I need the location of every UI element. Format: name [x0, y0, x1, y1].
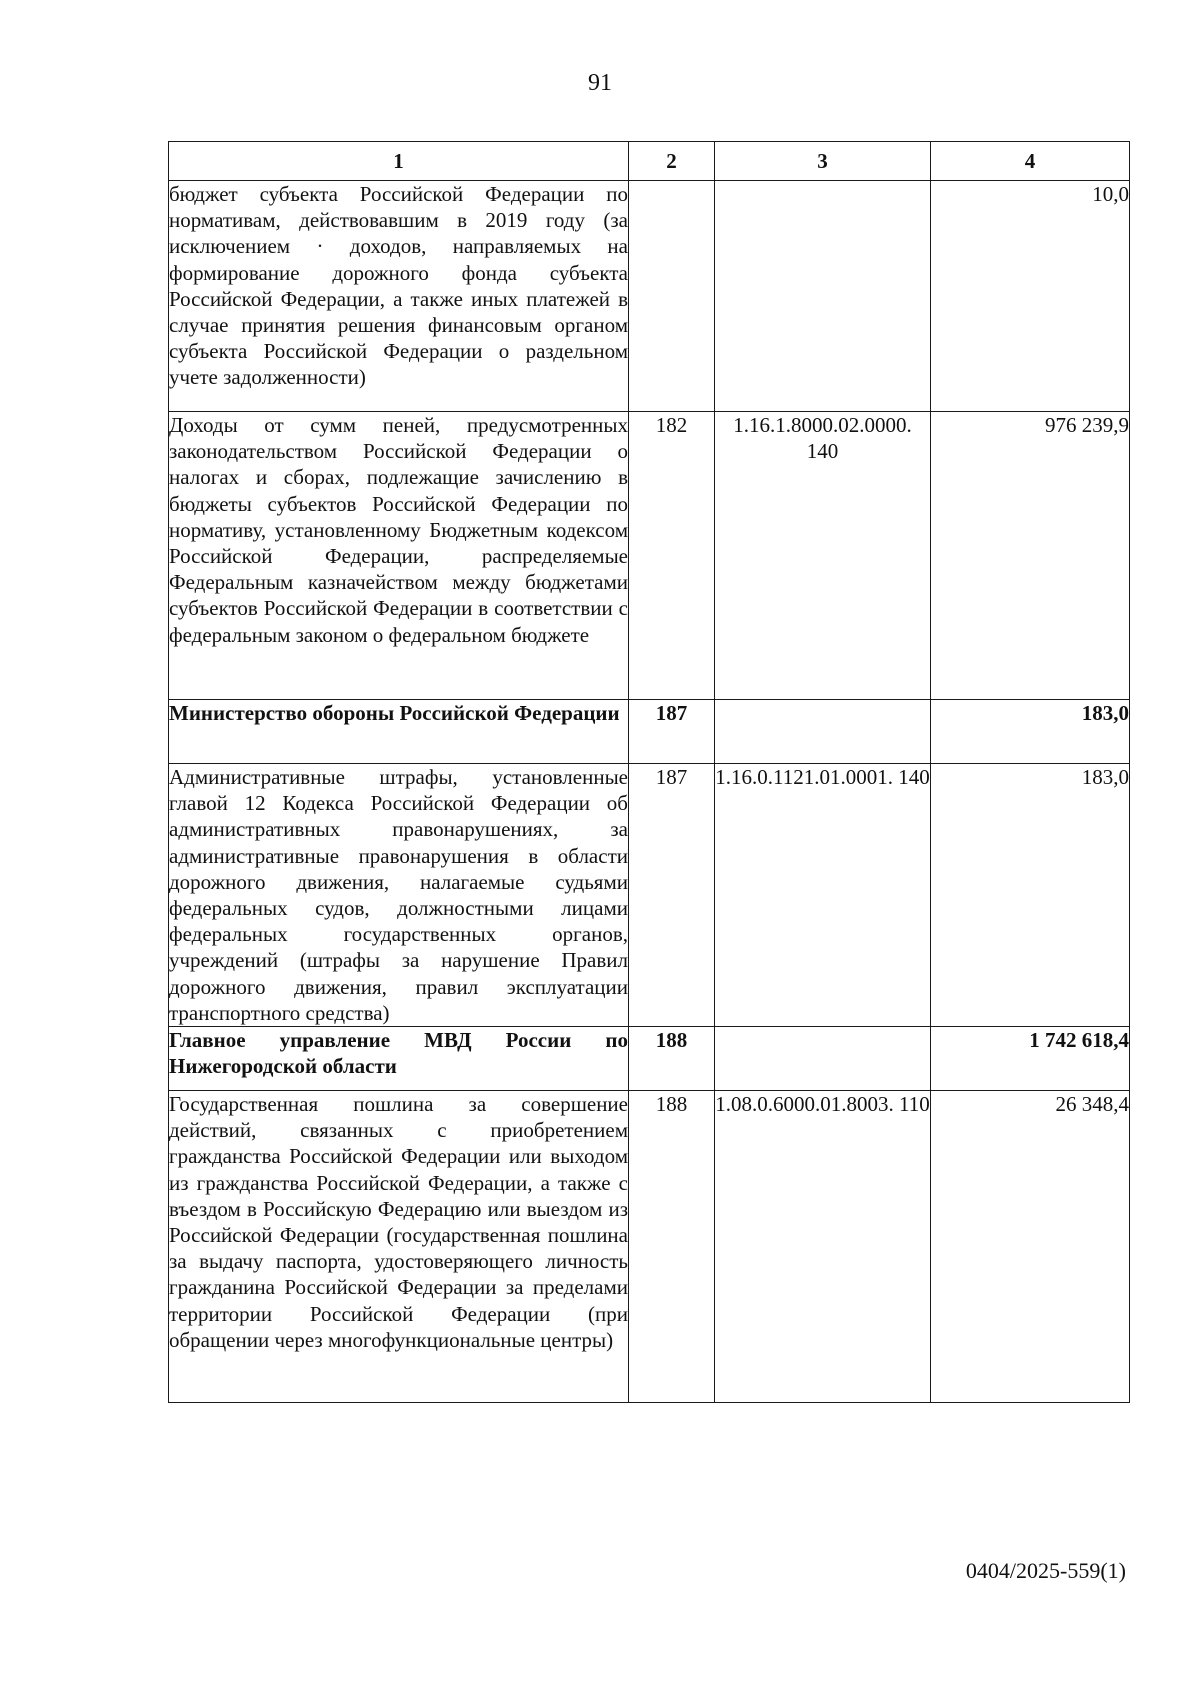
row-admin-code: 187 — [629, 700, 715, 764]
column-header-2: 2 — [629, 142, 715, 181]
row-budget-code — [715, 181, 931, 412]
document-id: 0404/2025-559(1) — [965, 1558, 1126, 1583]
table-row — [169, 181, 1130, 412]
row-amount: 183,0 — [931, 764, 1130, 1027]
row-description: Государственная пошлина за совершение действий, связанных с приобретением гражданства Российской Федерации или выходом из гражданства Российской Федерации, а также с въездом в Российскую Федерацию или выездом из Российской Федерации (государственная пошлина за выдачу паспорта, удостоверяющего личность гражданина Российской Федерации за пределами территории Российской Федерации (при обращении через многофункциональные центры) — [169, 1091, 629, 1403]
row-description: Доходы от сумм пеней, предусмотренных законодательством Российской Федерации о налогах и сборах, подлежащие зачислению в бюджеты субъектов Российской Федерации по нормативу, установленному Бюджетным кодексом Российской Федерации, распределяемые Федеральным казначейством между бюджетами субъектов Российской Федерации в соответствии с федеральным законом о федеральном бюджете — [169, 412, 629, 700]
column-header-4: 4 — [931, 142, 1130, 181]
row-description: Главное управление МВД России по Нижегородской области — [169, 1027, 629, 1091]
row-admin-code: 182 — [629, 412, 715, 700]
row-amount: 26 348,4 — [931, 1091, 1130, 1403]
row-budget-code: 1.16.0.1121.01.0001. 140 — [715, 764, 931, 1027]
row-budget-code: 1.08.0.6000.01.8003. 110 — [715, 1091, 931, 1403]
row-description: Административные штрафы, установленные главой 12 Кодекса Российской Федерации об административных правонарушениях, за административные правонарушения в области дорожного движения, налагаемые судьями федеральных судов, должностными лицами федеральных государственных органов, учреждений (штрафы за нарушение Правил дорожного движения, правил эксплуатации транспортного средства) — [169, 765, 628, 1025]
table-row-organization — [169, 700, 1130, 764]
row-amount: 183,0 — [931, 700, 1130, 764]
table-row — [169, 412, 1130, 700]
table-row-organization — [169, 1027, 1130, 1091]
table-header-row — [169, 142, 1130, 181]
row-admin-code: 187 — [629, 764, 715, 1027]
table-row — [169, 764, 1130, 1027]
row-admin-code: 188 — [629, 1091, 715, 1403]
row-amount: 10,0 — [931, 181, 1130, 412]
row-admin-code: 188 — [629, 1027, 715, 1091]
row-budget-code — [715, 700, 931, 764]
page-number: 91 — [588, 70, 612, 96]
row-description: Министерство обороны Российской Федерации — [169, 700, 629, 764]
budget-revenue-table — [168, 141, 1130, 1403]
row-amount: 976 239,9 — [931, 412, 1130, 700]
row-admin-code — [629, 181, 715, 412]
table-row — [169, 1091, 1130, 1403]
column-header-1: 1 — [169, 142, 629, 181]
column-header-3: 3 — [715, 142, 931, 181]
row-description: бюджет субъекта Российской Федерации по нормативам, действовавшим в 2019 году (за исключением · доходов, направляемых на формирование дорожного фонда субъекта Российской Федерации, а также иных платежей в случае принятия решения финансовым органом субъекта Российской Федерации о раздельном учете задолженности) — [169, 181, 629, 412]
row-budget-code — [715, 1027, 931, 1091]
row-amount: 1 742 618,4 — [931, 1027, 1130, 1091]
row-budget-code: 1.16.1.8000.02.0000. 140 — [715, 412, 931, 700]
